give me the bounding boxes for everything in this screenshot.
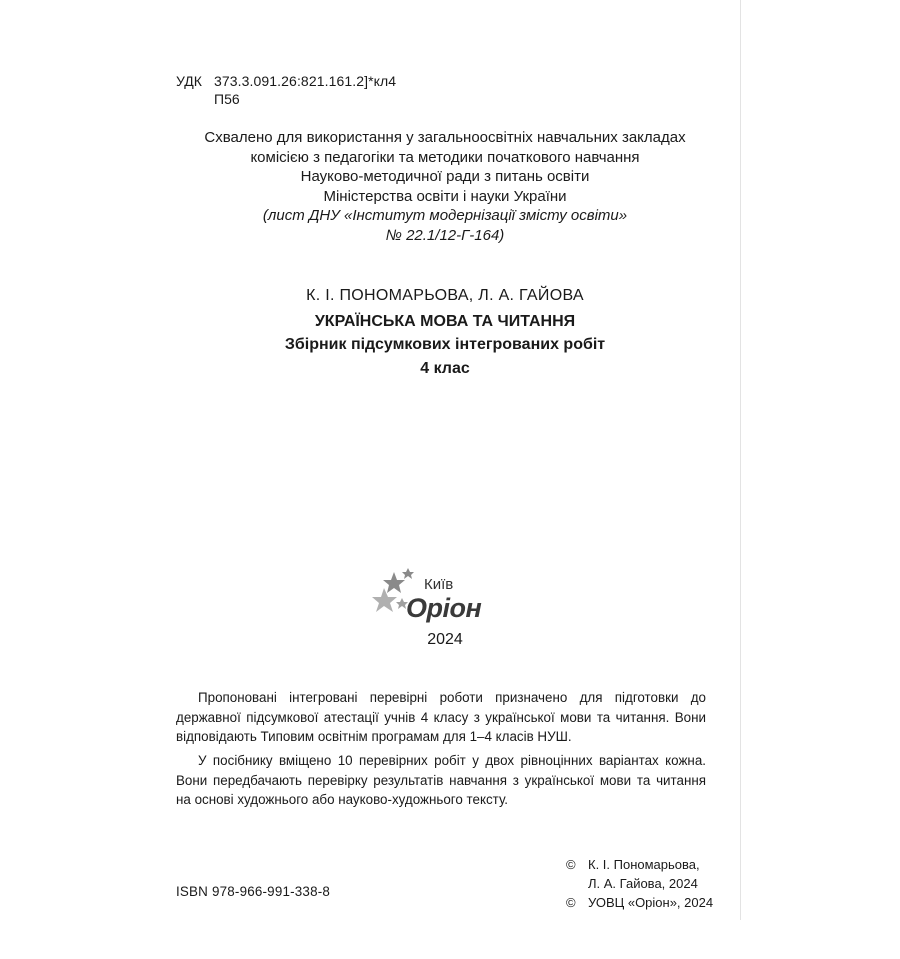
bbk-code: П56: [214, 91, 240, 107]
approval-letter-line: (лист ДНУ «Інститут модернізації змісту освіти»: [262, 207, 628, 224]
page-edge-shadow: [740, 0, 741, 920]
annotation-text: У посібнику вміщено 10 перевірних робіт у двох рівноцінних варіантах кожна. Вони передбачають перевірку результатів навчання з української мови та читання на основі художнього або науково-художнього тексту.: [176, 753, 706, 807]
copyright-line: К. І. Пономарьова,: [588, 857, 700, 872]
publisher-city: Київ: [424, 576, 454, 593]
publisher-name-logo: Оріон: [406, 593, 482, 623]
copyright-line: УОВЦ «Оріон», 2024: [588, 895, 714, 910]
annotation-paragraph: [176, 688, 706, 747]
approval-line: комісією з педагогіки та методики початкового навчання: [250, 148, 640, 166]
copyright-line: Л. А. Гайова, 2024: [588, 876, 698, 891]
book-grade: 4 клас: [420, 360, 470, 377]
approval-line: Науково-методичної ради з питань освіти: [300, 168, 590, 185]
book-title: УКРАЇНСЬКА МОВА ТА ЧИТАННЯ: [314, 313, 576, 330]
copyright-sign: ©: [566, 895, 576, 910]
book-subtitle: Збірник підсумкових інтегрованих робіт: [284, 336, 606, 353]
annotation-paragraph: [176, 751, 706, 810]
isbn: ISBN 978-966-991-338-8: [176, 884, 331, 899]
approval-line: Міністерства освіти і науки України: [323, 187, 567, 205]
approval-block: [150, 128, 740, 245]
publication-year: 2024: [427, 631, 463, 648]
copyright-sign: ©: [566, 857, 576, 872]
approval-line: Схвалено для використання у загальноосвітніх навчальних закладах: [204, 129, 686, 146]
udk-code: 373.3.091.26:821.161.2]*кл4: [214, 73, 397, 89]
annotation-text: Пропоновані інтегровані перевірні роботи призначено для підготовки до державної підсумкової атестації учнів 4 класу з української мови та читання. Вони відповідають Типовим освітнім програмам для 1–4 класів НУШ.: [176, 690, 706, 744]
udk-label: УДК: [176, 73, 202, 89]
book-authors: К. І. ПОНОМАРЬОВА, Л. А. ГАЙОВА: [306, 287, 584, 304]
approval-letter-number: № 22.1/12-Г-164): [385, 226, 505, 244]
